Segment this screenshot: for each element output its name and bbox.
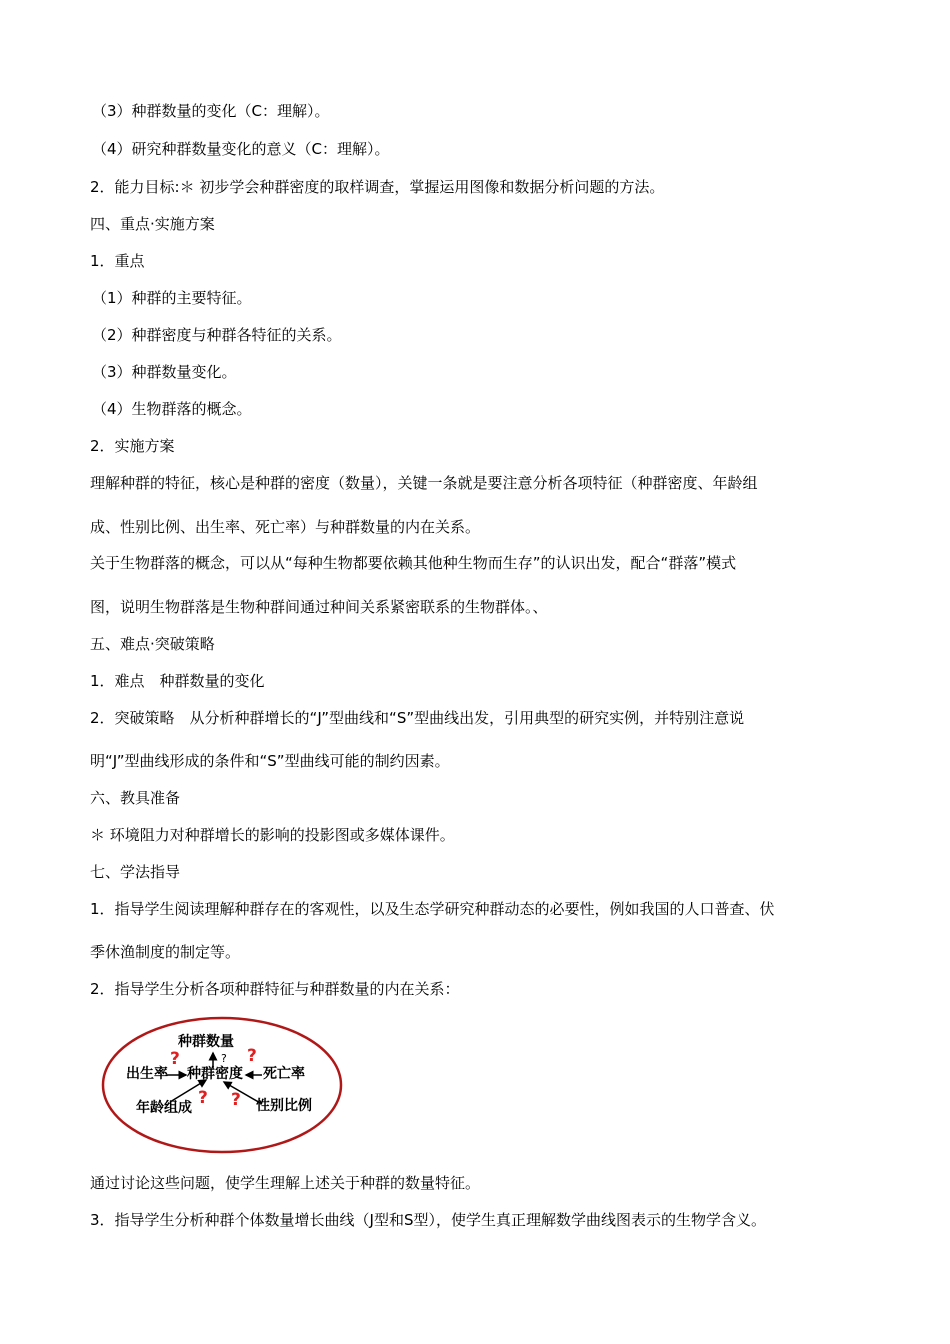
- text-line: 明“J”型曲线形成的条件和“S”型曲线可能的制约因素。: [90, 752, 450, 770]
- population-size-label: 种群数量: [178, 1034, 234, 1050]
- section-heading: 四、重点·实施方案: [90, 215, 215, 233]
- age-structure-label: 年龄组成: [136, 1100, 192, 1116]
- birth-rate-label: 出生率: [126, 1066, 168, 1082]
- section-heading: 七、学法指导: [90, 863, 181, 881]
- section-heading: 六、教具准备: [90, 789, 181, 807]
- text-line: 1．指导学生阅读理解种群存在的客观性，以及生态学研究种群动态的必要性，例如我国的人口普查、伏: [90, 900, 775, 918]
- text-line: 季休渔制度的制定等。: [90, 943, 241, 961]
- text-line: ＊ 环境阻力对种群增长的影响的投影图或多媒体课件。: [90, 826, 455, 844]
- question-mark-icon: ?: [247, 1046, 257, 1066]
- population-relationship-diagram: [100, 1014, 344, 1156]
- text-line: 1．重点: [90, 252, 145, 270]
- sex-ratio-label: 性别比例: [256, 1098, 312, 1114]
- text-line: （3）种群数量变化。: [92, 363, 237, 381]
- text-line: （4）研究种群数量变化的意义（C：理解）。: [92, 140, 390, 158]
- question-mark-icon: ?: [170, 1049, 180, 1069]
- text-line: 成、性别比例、出生率、死亡率）与种群数量的内在关系。: [90, 518, 481, 536]
- text-line: 通过讨论这些问题，使学生理解上述关于种群的数量特征。: [90, 1174, 481, 1192]
- text-line: 3．指导学生分析种群个体数量增长曲线（J型和S型），使学生真正理解数学曲线图表示的生物学含义。: [90, 1211, 766, 1229]
- text-line: 图，说明生物群落是生物种群间通过种间关系紧密联系的生物群体。、: [90, 598, 548, 616]
- text-line: 关于生物群落的概念，可以从“每种生物都要依赖其他种生物而生存”的认识出发，配合“群落”模式: [90, 554, 737, 572]
- text-line: 2．指导学生分析各项种群特征与种群数量的内在关系：: [90, 980, 460, 998]
- text-line: （2）种群密度与种群各特征的关系。: [92, 326, 342, 344]
- text-line: （4）生物群落的概念。: [92, 400, 252, 418]
- text-line: 1．难点 种群数量的变化: [90, 672, 265, 690]
- text-line: （1）种群的主要特征。: [92, 289, 252, 307]
- density-label: 种群密度: [187, 1066, 243, 1082]
- question-mark-icon: ?: [198, 1088, 208, 1108]
- question-mark-icon: ?: [221, 1052, 227, 1065]
- text-line: 2．实施方案: [90, 437, 175, 455]
- text-line: 2．能力目标:＊ 初步学会种群密度的取样调查，掌握运用图像和数据分析问题的方法。: [90, 178, 665, 196]
- section-heading: 五、难点·突破策略: [90, 635, 215, 653]
- text-line: 理解种群的特征，核心是种群的密度（数量），关键一条就是要注意分析各项特征（种群密度、年龄组: [90, 474, 758, 492]
- text-line: （3）种群数量的变化（C：理解）。: [92, 102, 330, 120]
- question-mark-icon: ?: [231, 1090, 241, 1110]
- death-rate-label: 死亡率: [263, 1066, 305, 1082]
- text-line: 2．突破策略 从分析种群增长的“J”型曲线和“S”型曲线出发，引用典型的研究实例，并特别注意说: [90, 709, 745, 727]
